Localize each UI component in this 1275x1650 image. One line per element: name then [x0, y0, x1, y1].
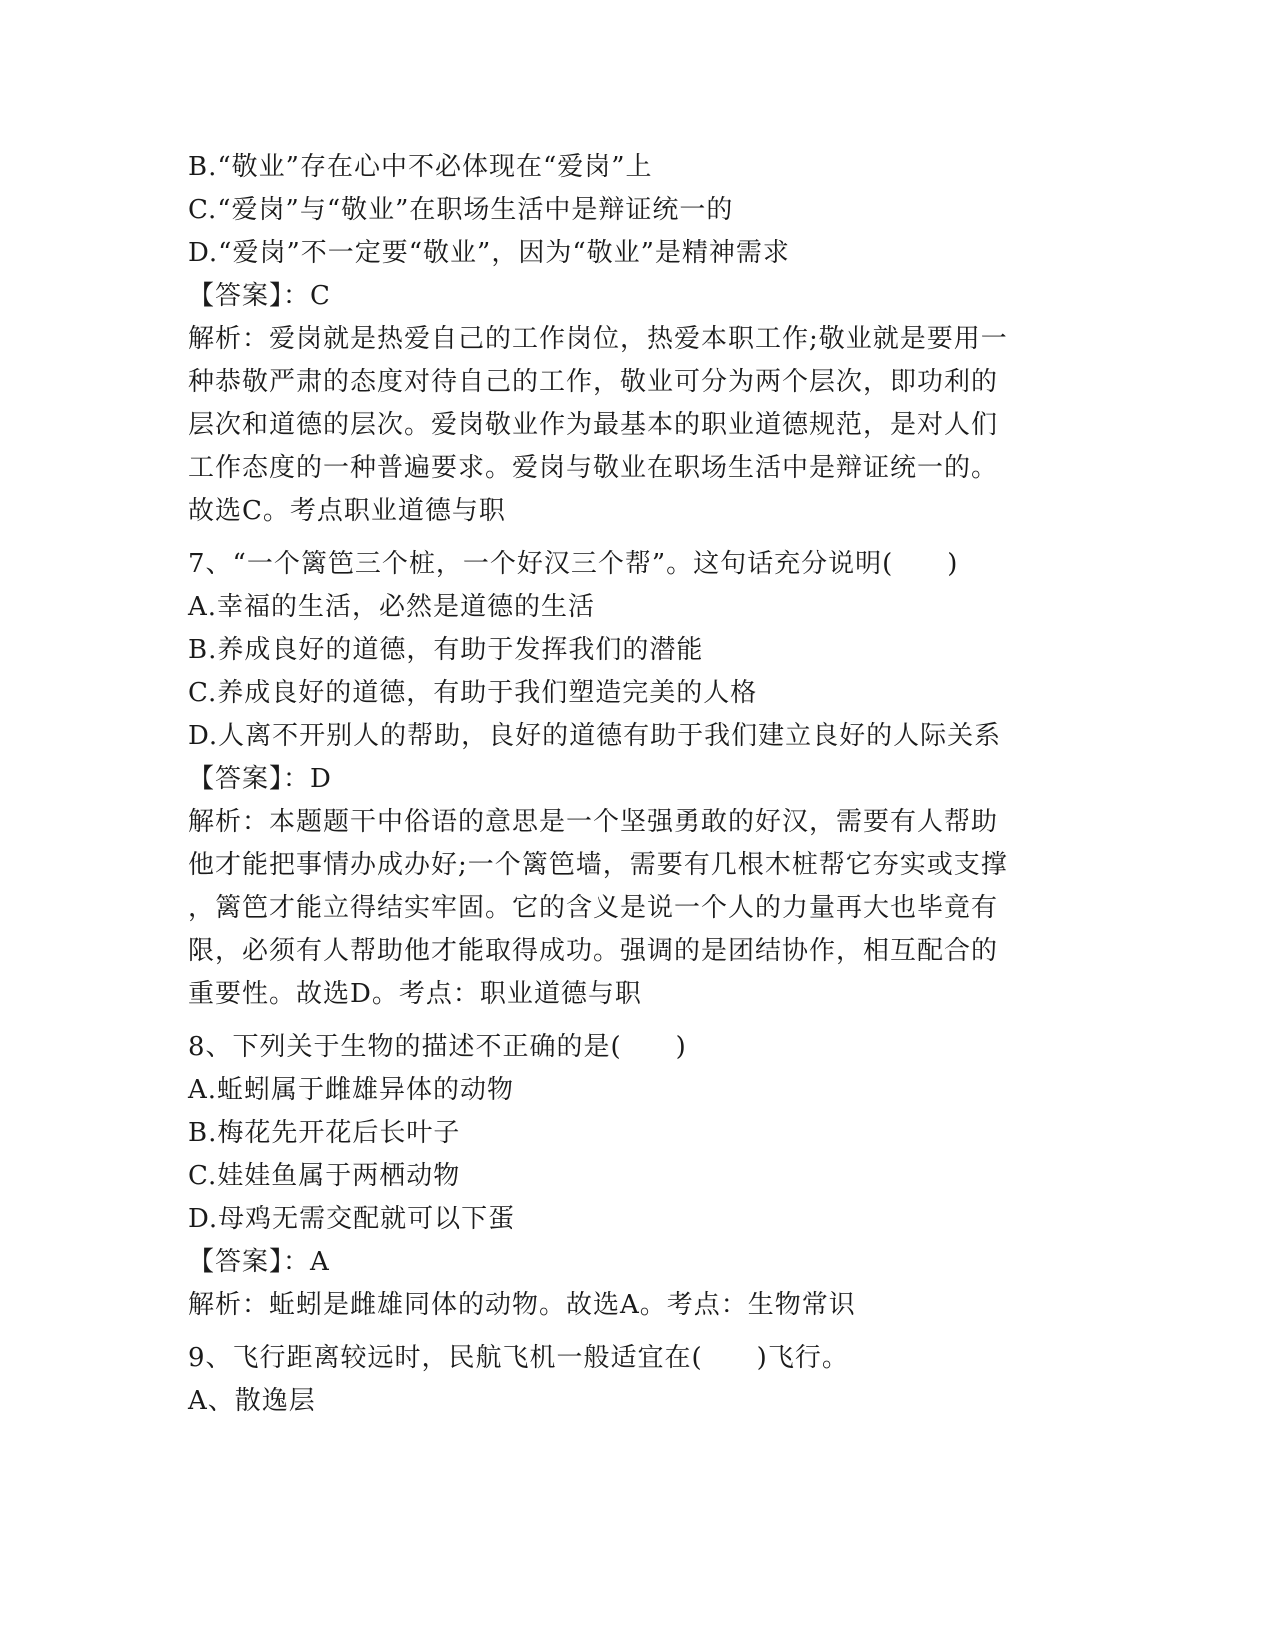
question-9	[188, 1337, 1088, 1423]
analysis-line: 解析：爱岗就是热爱自己的工作岗位，热爱本职工作;敬业就是要用一	[188, 324, 1008, 354]
answer: 【答案】：A	[188, 1247, 330, 1277]
question-text: 9、飞行距离较远时，民航飞机一般适宜在( )飞行。	[188, 1343, 849, 1373]
analysis-line: 限，必须有人帮助他才能取得成功。强调的是团结协作，相互配合的	[188, 936, 999, 966]
option-a: A、散逸层	[188, 1386, 316, 1416]
question-text: 7、“一个篱笆三个桩，一个好汉三个帮”。这句话充分说明( )	[188, 549, 959, 579]
question-6	[188, 146, 1088, 533]
analysis-line: 重要性。故选D。考点：职业道德与职	[188, 979, 642, 1009]
question-8	[188, 1026, 1088, 1327]
answer: 【答案】：C	[188, 281, 331, 311]
option-d: D.母鸡无需交配就可以下蛋	[188, 1204, 516, 1234]
option-d: D.“爱岗”不一定要“敬业”，因为“敬业”是精神需求	[188, 238, 790, 268]
analysis-line: 工作态度的一种普遍要求。爱岗与敬业在职场生活中是辩证统一的。	[188, 453, 999, 483]
analysis-line: 层次和道德的层次。爱岗敬业作为最基本的职业道德规范，是对人们	[188, 410, 999, 440]
analysis-line: 解析：蚯蚓是雌雄同体的动物。故选A。考点：生物常识	[188, 1290, 856, 1320]
option-b: B.“敬业”存在心中不必体现在“爱岗”上	[188, 152, 653, 182]
analysis-line: 故选C。考点职业道德与职	[188, 496, 506, 526]
answer: 【答案】：D	[188, 764, 332, 794]
option-b: B.梅花先开花后长叶子	[188, 1118, 461, 1148]
analysis-line: 种恭敬严肃的态度对待自己的工作，敬业可分为两个层次，即功利的	[188, 367, 999, 397]
question-text: 8、下列关于生物的描述不正确的是( )	[188, 1032, 687, 1062]
analysis-line: ，篱笆才能立得结实牢固。它的含义是说一个人的力量再大也毕竟有	[188, 893, 999, 923]
question-7	[188, 543, 1088, 1016]
option-c: C.养成良好的道德，有助于我们塑造完美的人格	[188, 678, 758, 708]
option-b: B.养成良好的道德，有助于发挥我们的潜能	[188, 635, 704, 665]
document-body	[188, 146, 1088, 1423]
option-a: A.蚯蚓属于雌雄异体的动物	[188, 1075, 515, 1105]
analysis-line: 他才能把事情办成办好;一个篱笆墙，需要有几根木桩帮它夯实或支撑	[188, 850, 1008, 880]
analysis-line: 解析：本题题干中俗语的意思是一个坚强勇敢的好汉，需要有人帮助	[188, 807, 999, 837]
option-a: A.幸福的生活，必然是道德的生活	[188, 592, 596, 622]
option-c: C.娃娃鱼属于两栖动物	[188, 1161, 461, 1191]
option-c: C.“爱岗”与“敬业”在职场生活中是辩证统一的	[188, 195, 734, 225]
option-d: D.人离不开别人的帮助，良好的道德有助于我们建立良好的人际关系	[188, 721, 1002, 751]
